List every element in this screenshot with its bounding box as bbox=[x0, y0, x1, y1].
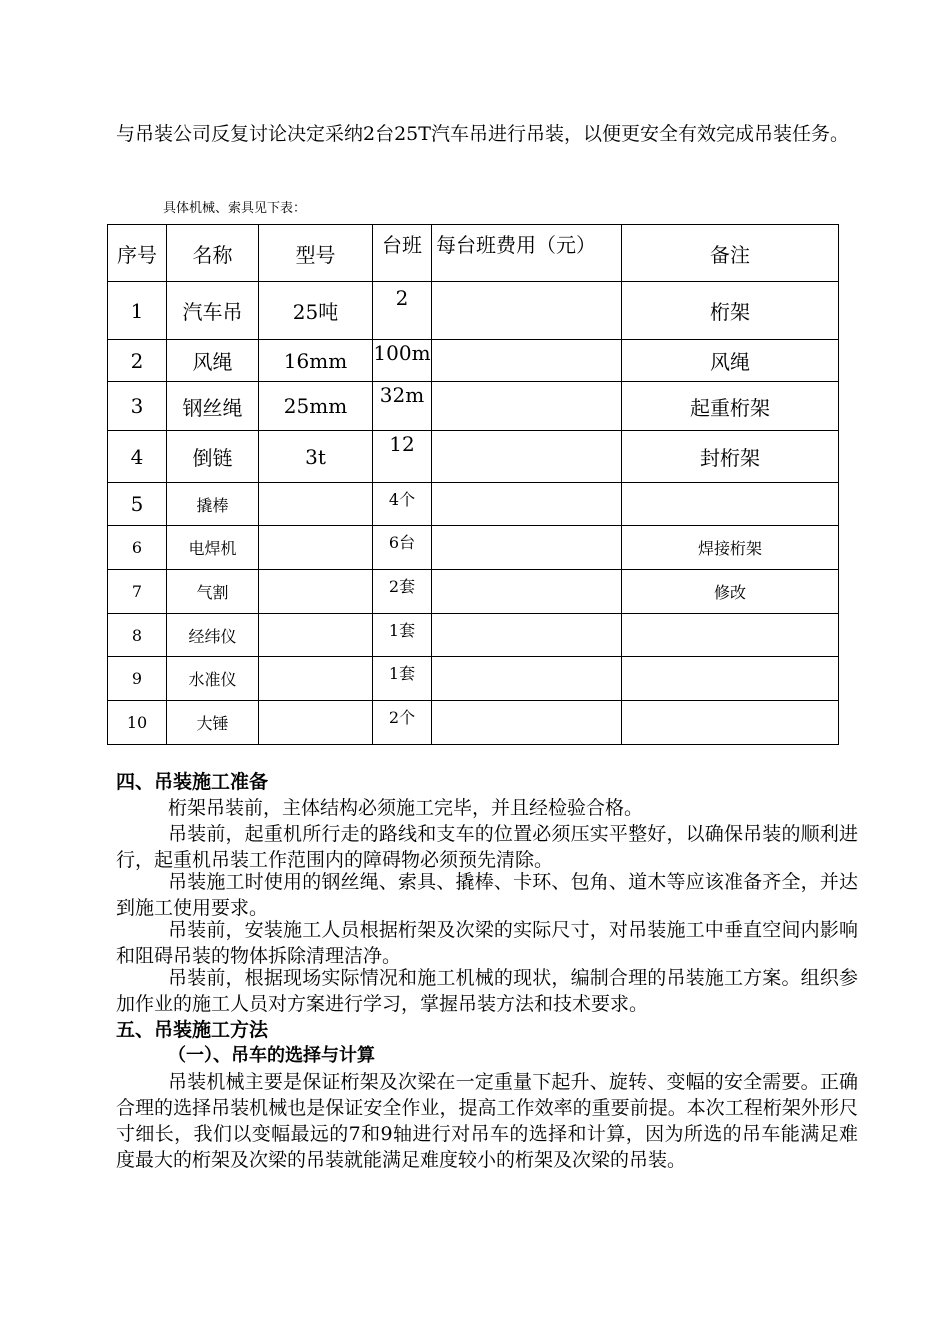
cell-name: 倒链 bbox=[167, 431, 259, 483]
cell-cost bbox=[432, 614, 622, 657]
cell-remarks: 修改 bbox=[622, 570, 839, 614]
cell-index: 5 bbox=[108, 483, 167, 526]
cell-cost bbox=[432, 431, 622, 483]
table-row bbox=[108, 431, 839, 483]
table-row bbox=[108, 570, 839, 614]
cell-shifts: 2个 bbox=[373, 701, 432, 745]
section4-paragraph-2: 吊装前，起重机所行走的路线和支车的位置必须压实平整好，以确保吊装的顺利进行，起重机吊装工作范围内的障碍物必须预先清除。 bbox=[116, 823, 858, 871]
cell-cost bbox=[432, 382, 622, 431]
cell-shifts: 6台 bbox=[373, 526, 432, 570]
cell-shifts: 1套 bbox=[373, 657, 432, 701]
cell-index: 3 bbox=[108, 382, 167, 431]
cell-shifts: 100m bbox=[373, 340, 432, 382]
cell-model bbox=[259, 614, 373, 657]
cell-index: 4 bbox=[108, 431, 167, 483]
cell-model: 3t bbox=[259, 431, 373, 483]
cell-remarks: 桁架 bbox=[622, 282, 839, 340]
cell-index: 8 bbox=[108, 614, 167, 657]
cell-remarks: 焊接桁架 bbox=[622, 526, 839, 570]
cell-cost bbox=[432, 570, 622, 614]
table-row bbox=[108, 340, 839, 382]
table-row bbox=[108, 382, 839, 431]
header-cell-cost: 每台班费用（元） bbox=[432, 225, 622, 282]
cell-name: 风绳 bbox=[167, 340, 259, 382]
cell-index: 2 bbox=[108, 340, 167, 382]
cell-shifts: 2 bbox=[373, 282, 432, 340]
table-row bbox=[108, 657, 839, 701]
cell-name: 电焊机 bbox=[167, 526, 259, 570]
cell-cost bbox=[432, 657, 622, 701]
cell-model: 25吨 bbox=[259, 282, 373, 340]
cell-cost bbox=[432, 701, 622, 745]
cell-shifts: 32m bbox=[373, 382, 432, 431]
section-subheading-5-1: （一）、吊车的选择与计算 bbox=[168, 1045, 375, 1066]
cell-remarks: 风绳 bbox=[622, 340, 839, 382]
cell-index: 7 bbox=[108, 570, 167, 614]
cell-index: 9 bbox=[108, 657, 167, 701]
cell-name: 钢丝绳 bbox=[167, 382, 259, 431]
cell-cost bbox=[432, 483, 622, 526]
cell-shifts: 12 bbox=[373, 431, 432, 483]
cell-model bbox=[259, 526, 373, 570]
cell-shifts: 4个 bbox=[373, 483, 432, 526]
table-row bbox=[108, 526, 839, 570]
header-cell-index: 序号 bbox=[108, 225, 167, 282]
cell-shifts: 1套 bbox=[373, 614, 432, 657]
section4-paragraph-1: 桁架吊装前，主体结构必须施工完毕，并且经检验合格。 bbox=[168, 797, 644, 819]
cell-cost bbox=[432, 526, 622, 570]
cell-shifts: 2套 bbox=[373, 570, 432, 614]
table-row bbox=[108, 614, 839, 657]
table-row bbox=[108, 701, 839, 745]
cell-remarks bbox=[622, 657, 839, 701]
cell-index: 10 bbox=[108, 701, 167, 745]
cell-remarks: 起重桁架 bbox=[622, 382, 839, 431]
cell-model bbox=[259, 701, 373, 745]
cell-cost bbox=[432, 340, 622, 382]
cell-index: 1 bbox=[108, 282, 167, 340]
cell-index: 6 bbox=[108, 526, 167, 570]
cell-remarks bbox=[622, 614, 839, 657]
table-row bbox=[108, 282, 839, 340]
intro-paragraph: 与吊装公司反复讨论决定采纳2台25T汽车吊进行吊装，以便更安全有效完成吊装任务。 bbox=[116, 123, 849, 145]
cell-name: 水准仪 bbox=[167, 657, 259, 701]
cell-remarks bbox=[622, 701, 839, 745]
section4-paragraph-5: 吊装前，根据现场实际情况和施工机械的现状，编制合理的吊装施工方案。组织参加作业的施工人员对方案进行学习，掌握吊装方法和技术要求。 bbox=[116, 967, 858, 1015]
cell-model: 25mm bbox=[259, 382, 373, 431]
equipment-table bbox=[107, 224, 839, 745]
cell-remarks bbox=[622, 483, 839, 526]
cell-model bbox=[259, 657, 373, 701]
section4-paragraph-3: 吊装施工时使用的钢丝绳、索具、撬棒、卡环、包角、道木等应该准备齐全，并达到施工使用要求。 bbox=[116, 871, 858, 919]
cell-model bbox=[259, 483, 373, 526]
section5-paragraph-1: 吊装机械主要是保证桁架及次梁在一定重量下起升、旋转、变幅的安全需要。正确合理的选择吊装机械也是保证安全作业，提高工作效率的重要前提。本次工程桁架外形尺寸细长，我们以变幅最远的7和9轴进行对吊车的选择和计算，因为所选的吊车能满足难度最大的桁架及次梁的吊装就能满足难度较小的桁架及次梁的吊装。 bbox=[116, 1071, 858, 1171]
section-heading-5: 五、吊装施工方法 bbox=[116, 1019, 269, 1041]
cell-name: 气割 bbox=[167, 570, 259, 614]
table-row bbox=[108, 483, 839, 526]
table-caption: 具体机械、索具见下表： bbox=[163, 201, 307, 216]
cell-cost bbox=[432, 282, 622, 340]
table-header-row bbox=[108, 225, 839, 282]
cell-remarks: 封桁架 bbox=[622, 431, 839, 483]
cell-name: 大锤 bbox=[167, 701, 259, 745]
cell-name: 撬棒 bbox=[167, 483, 259, 526]
section-heading-4: 四、吊装施工准备 bbox=[116, 771, 269, 793]
header-cell-name: 名称 bbox=[167, 225, 259, 282]
header-cell-model: 型号 bbox=[259, 225, 373, 282]
cell-model: 16mm bbox=[259, 340, 373, 382]
cell-name: 汽车吊 bbox=[167, 282, 259, 340]
cell-model bbox=[259, 570, 373, 614]
header-cell-shifts: 台班 bbox=[373, 225, 432, 282]
cell-name: 经纬仪 bbox=[167, 614, 259, 657]
header-cell-remarks: 备注 bbox=[622, 225, 839, 282]
section4-paragraph-4: 吊装前，安装施工人员根据桁架及次梁的实际尺寸，对吊装施工中垂直空间内影响和阻碍吊装的物体拆除清理洁净。 bbox=[116, 919, 858, 967]
